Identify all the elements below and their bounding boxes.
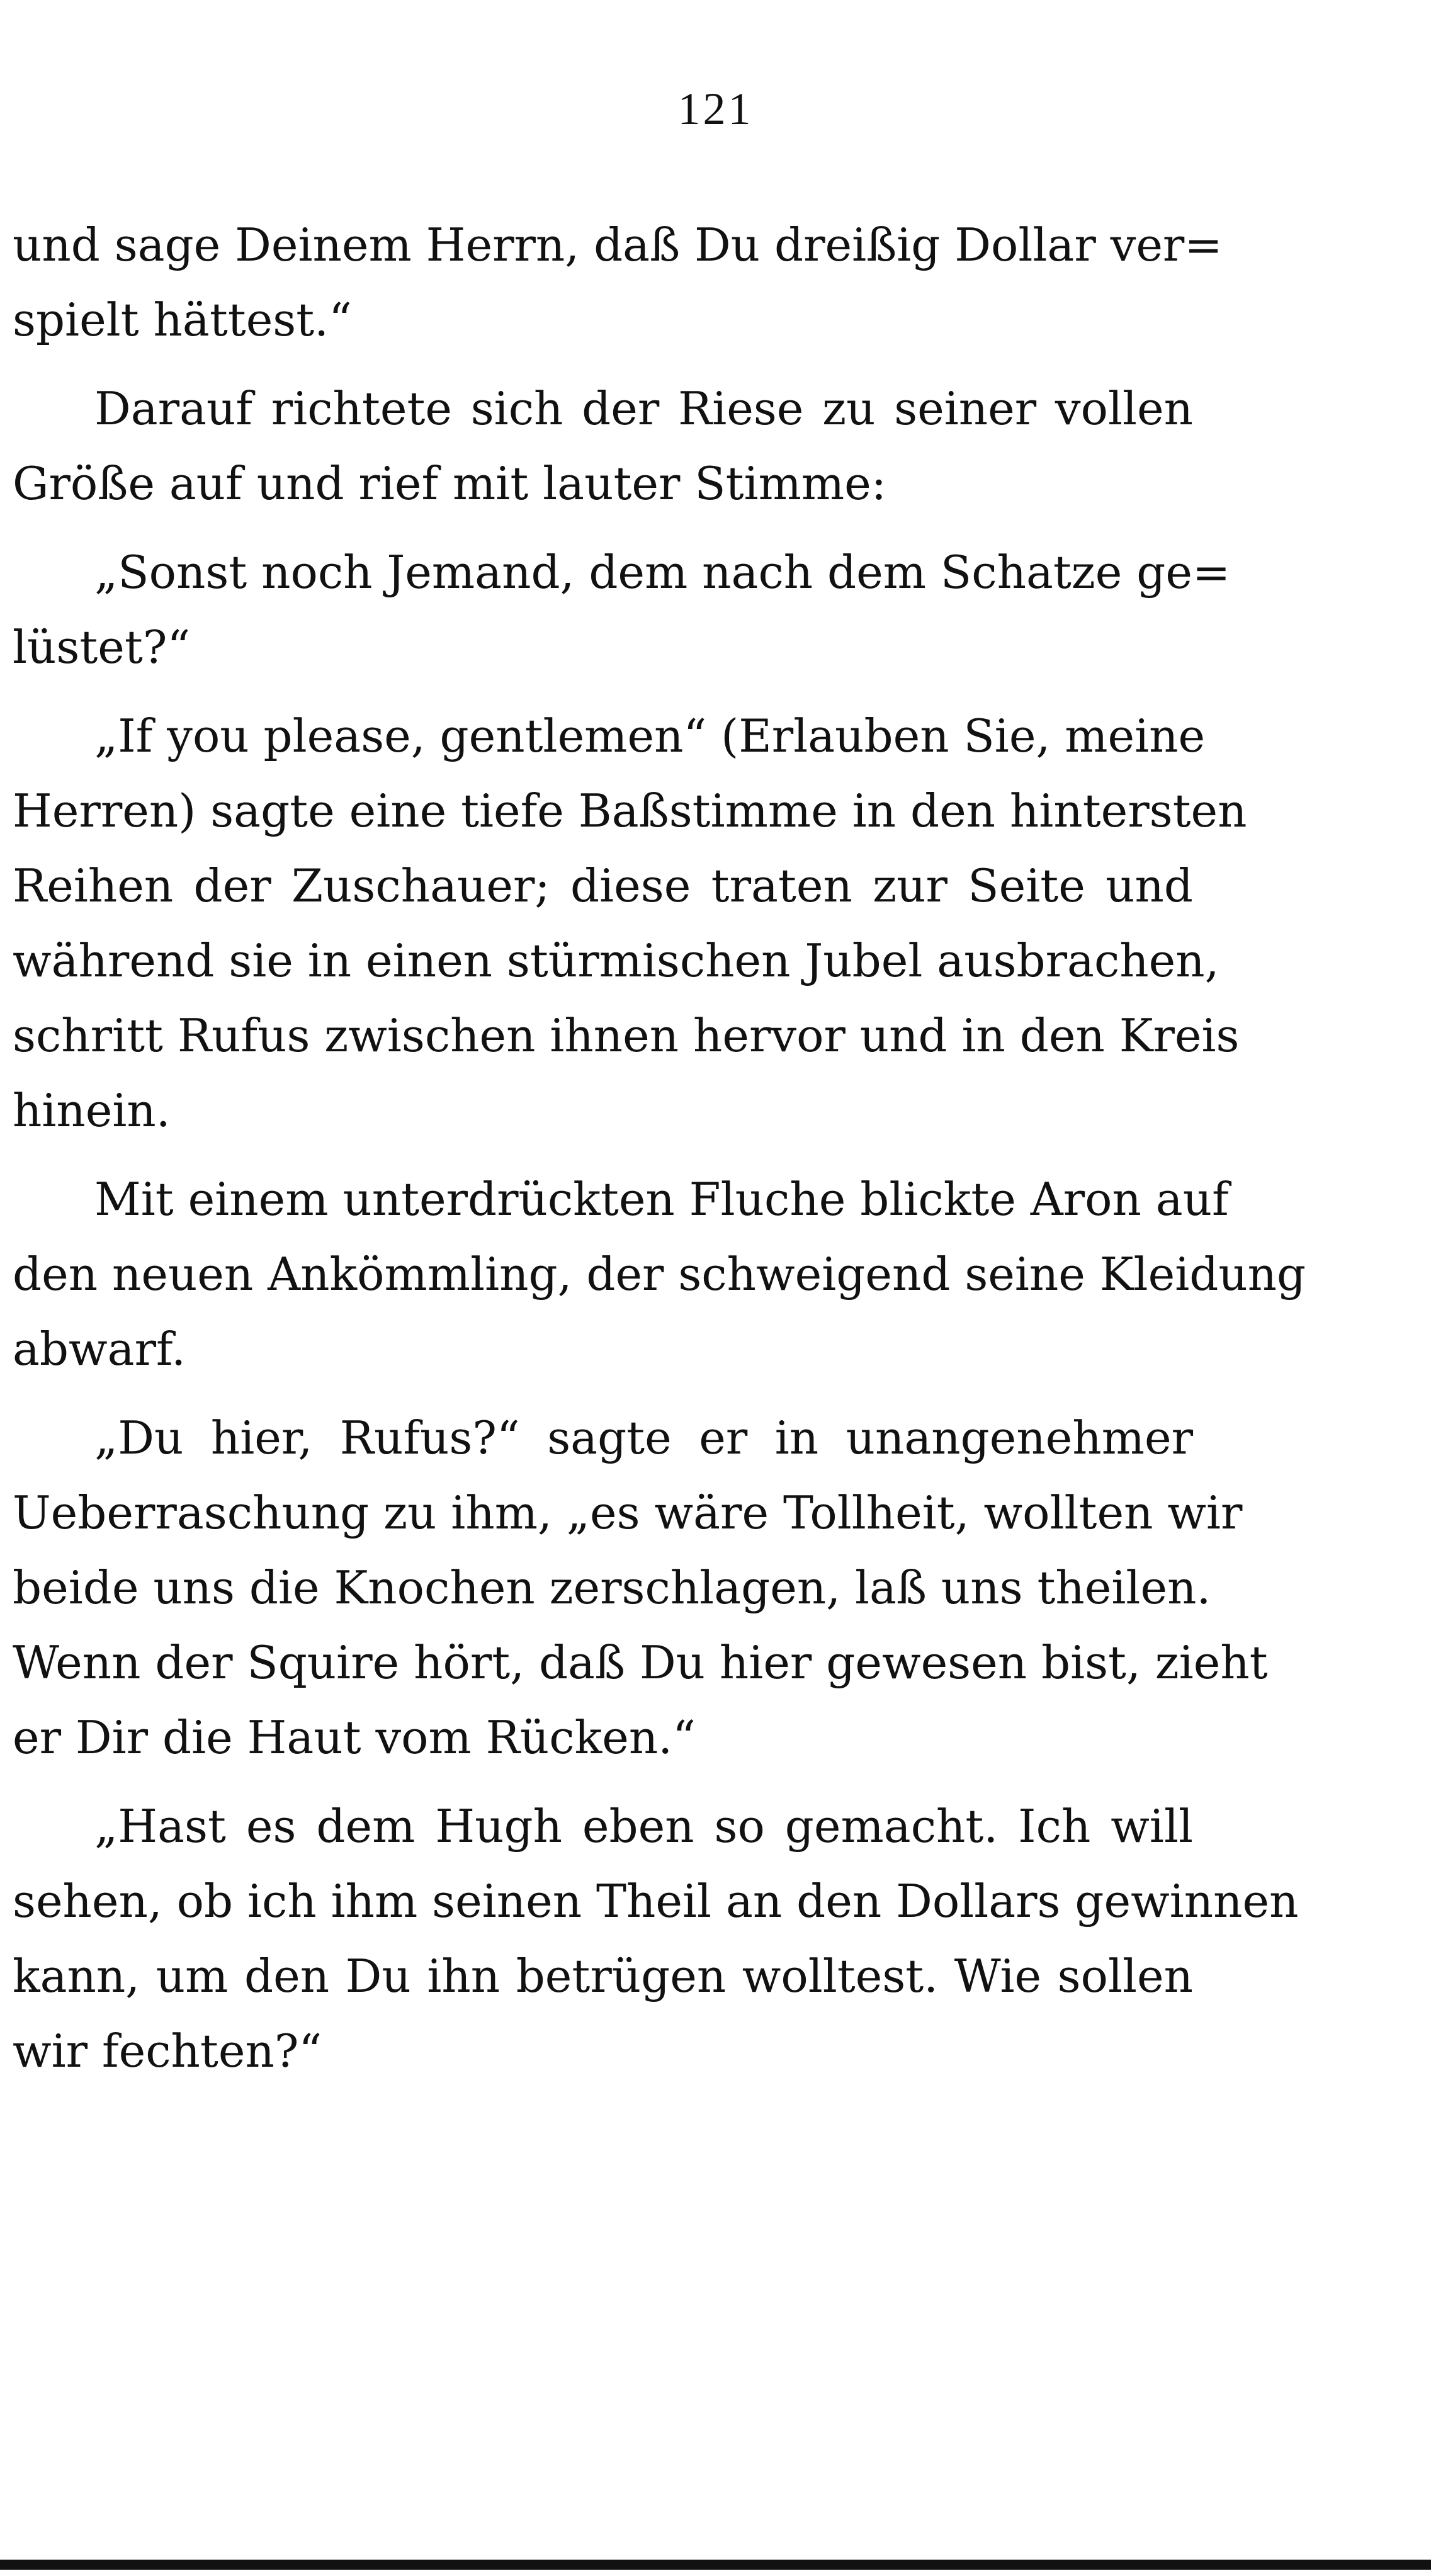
text-line: lüstet?“: [13, 621, 191, 674]
text-line: schritt Rufus zwischen ihnen hervor und in den Kreis: [13, 1009, 1240, 1062]
text-line: beide uns die Knochen zerschlagen, laß uns theilen.: [13, 1561, 1211, 1614]
text-line: Reihen der Zuschauer; diese traten zur Seite und: [13, 859, 1193, 912]
text-line: Wenn der Squire hört, daß Du hier gewesen bist, zieht: [13, 1636, 1268, 1689]
text-line: kann, um den Du ihn betrügen wolltest. Wie sollen: [13, 1950, 1193, 2003]
text-line: und sage Deinem Herrn, daß Du dreißig Dollar ver=: [13, 218, 1223, 271]
text-line: Darauf richtete sich der Riese zu seiner vollen: [94, 382, 1193, 435]
page-number: 121: [677, 84, 754, 134]
text-line: Größe auf und rief mit lauter Stimme:: [13, 457, 887, 510]
text-line: Ueberraschung zu ihm, „es wäre Tollheit, wollten wir: [13, 1486, 1243, 1539]
body-text: [13, 208, 1306, 2089]
text-line: er Dir die Haut vom Rücken.“: [13, 1711, 696, 1764]
text-line: spielt hättest.“: [13, 293, 352, 346]
text-line: abwarf.: [13, 1323, 186, 1376]
text-line: Mit einem unterdrückten Fluche blickte Aron auf: [94, 1173, 1229, 1226]
bottom-rule: [0, 2560, 1431, 2570]
text-line: „Sonst noch Jemand, dem nach dem Schatze ge=: [94, 546, 1231, 599]
text-line: Herren) sagte eine tiefe Baßstimme in den hintersten: [13, 784, 1247, 837]
text-line: „If you please, gentlemen“ (Erlauben Sie, meine: [94, 709, 1206, 762]
text-line: wir fechten?“: [13, 2025, 322, 2077]
text-line: „Du hier, Rufus?“ sagte er in unangenehmer: [94, 1411, 1193, 1464]
text-line: den neuen Ankömmling, der schweigend seine Kleidung: [13, 1248, 1306, 1301]
text-line: sehen, ob ich ihm seinen Theil an den Dollars gewinnen: [13, 1875, 1299, 1928]
text-line: hinein.: [13, 1084, 171, 1137]
text-line: „Hast es dem Hugh eben so gemacht. Ich will: [94, 1800, 1193, 1853]
text-line: während sie in einen stürmischen Jubel ausbrachen,: [13, 934, 1219, 987]
